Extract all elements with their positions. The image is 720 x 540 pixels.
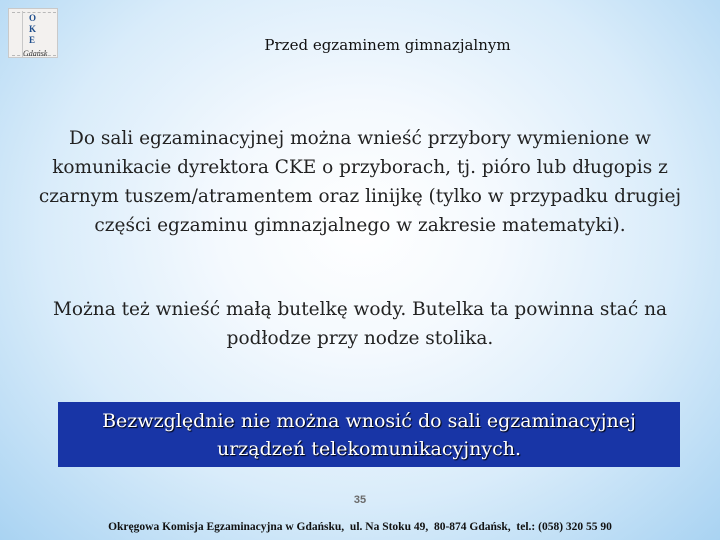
warning-text: Bezwzględnie nie można wnosić do sali egzaminacyjnej urządzeń telekomunikacyjnych.: [102, 409, 636, 460]
slide-header-title: Przed egzaminem gimnazjalnym: [264, 36, 511, 54]
logo-letter-k: K: [29, 24, 37, 34]
logo-letter-e: E: [29, 35, 36, 45]
logo-city: Gdańsk: [23, 49, 48, 58]
paragraph-allowed-items: Do sali egzaminacyjnej można wnieść przybory wymienione w komunikacie dyrektora CKE o przyborach, tj. pióro lub długopis z czarnym tuszem/atramentem oraz linijkę (tylko w przypadku drugiej części egzaminu gimnazjalnego w zakresie matematyki).: [38, 128, 682, 236]
paragraph-water-bottle: Można też wnieść małą butelkę wody. Butelka ta powinna stać na podłodze przy nodze stolika.: [52, 299, 668, 349]
footer-address: Okręgowa Komisja Egzaminacyjna w Gdańsku, ul. Na Stoku 49, 80-874 Gdańsk, tel.: (058) 320 55 90: [108, 521, 612, 533]
warning-box: [58, 402, 680, 467]
logo-letter-o: O: [29, 13, 37, 23]
page-number: 35: [353, 494, 367, 506]
